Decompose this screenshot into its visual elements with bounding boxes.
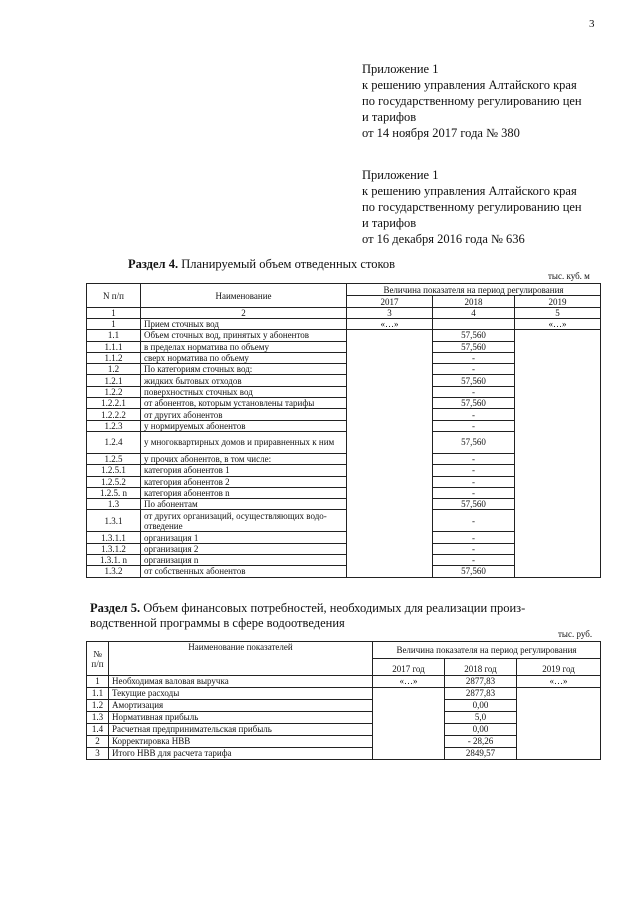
- col-header-2017: 2017: [347, 296, 433, 308]
- table-row: [87, 487, 601, 498]
- table-row: [87, 465, 601, 476]
- table-row: [87, 330, 601, 341]
- row-number: 1.2.5.1: [87, 465, 141, 476]
- table-row: [87, 398, 601, 409]
- row-name: По категориям сточных вод:: [141, 364, 347, 375]
- row-name: Текущие расходы: [109, 688, 373, 700]
- section4-label: Раздел 4.: [128, 257, 179, 271]
- value-2019: [515, 341, 601, 352]
- table-row: [87, 375, 601, 386]
- table-row: [87, 712, 601, 724]
- value-2019: «…»: [515, 319, 601, 330]
- table-row: [87, 352, 601, 363]
- value-2019: [515, 499, 601, 510]
- table-row: [87, 499, 601, 510]
- section5-unit: тыс. руб.: [558, 629, 593, 639]
- value-2017: [347, 453, 433, 464]
- col-header-name: Наименование: [141, 284, 347, 308]
- value-2018: 5,0: [445, 712, 517, 724]
- value-2017: [347, 398, 433, 409]
- value-2019: [517, 688, 601, 700]
- value-2018: [433, 319, 515, 330]
- row-number: 1.2.5: [87, 453, 141, 464]
- appendix-current-line3: по государственному регулированию цен: [362, 94, 582, 108]
- appendix-previous-title: Приложение 1: [362, 168, 439, 182]
- row-name: Итого НВВ для расчета тарифа: [109, 748, 373, 760]
- table-row: [87, 420, 601, 431]
- section5-title-line1: Объем финансовых потребностей, необходимых для реализации произ-: [143, 601, 526, 615]
- row-name: Объем сточных вод, принятых у абонентов: [141, 330, 347, 341]
- value-2017: [347, 543, 433, 554]
- value-2017: «…»: [347, 319, 433, 330]
- row-name: категория абонентов n: [141, 487, 347, 498]
- value-2019: [515, 465, 601, 476]
- table-row: [87, 543, 601, 554]
- value-2018: 2877,83: [445, 688, 517, 700]
- value-2018: - 28,26: [445, 736, 517, 748]
- col-header-2019: 2019: [515, 296, 601, 308]
- value-2019: [517, 748, 601, 760]
- index-cell: 4: [433, 308, 515, 319]
- row-name: Необходимая валовая выручка: [109, 676, 373, 688]
- row-name: Прием сточных вод: [141, 319, 347, 330]
- row-number: 1.1: [87, 330, 141, 341]
- value-2017: [347, 566, 433, 577]
- row-number: 1.3.1.1: [87, 532, 141, 543]
- value-2019: [515, 398, 601, 409]
- appendix-current-block: [362, 61, 582, 141]
- value-2017: [347, 330, 433, 341]
- col-header-num: № п/п: [87, 642, 109, 676]
- value-2018: -: [433, 453, 515, 464]
- section4-table: [86, 283, 601, 578]
- page-number: 3: [589, 18, 595, 30]
- value-2018: -: [433, 543, 515, 554]
- row-name: от других абонентов: [141, 409, 347, 420]
- table-row: [87, 688, 601, 700]
- value-2019: [515, 532, 601, 543]
- value-2018: -: [433, 409, 515, 420]
- row-name: у нормируемых абонентов: [141, 420, 347, 431]
- value-2018: -: [433, 510, 515, 532]
- row-number: 1.3.1. n: [87, 555, 141, 566]
- value-2019: [515, 375, 601, 386]
- col-header-2018: 2018 год: [445, 659, 517, 676]
- value-2017: [347, 476, 433, 487]
- value-2017: «…»: [373, 676, 445, 688]
- row-number: 1: [87, 319, 141, 330]
- row-number: 1.2.5. n: [87, 487, 141, 498]
- value-2018: -: [433, 555, 515, 566]
- value-2019: [515, 431, 601, 453]
- section4-unit: тыс. куб. м: [548, 271, 590, 281]
- value-2019: [517, 712, 601, 724]
- value-2018: 57,560: [433, 341, 515, 352]
- appendix-current-line2: к решению управления Алтайского края: [362, 78, 577, 92]
- row-name: категория абонентов 2: [141, 476, 347, 487]
- appendix-previous-line2: к решению управления Алтайского края: [362, 184, 577, 198]
- section5-title: [90, 601, 600, 631]
- value-2017: [347, 364, 433, 375]
- row-number: 1.2: [87, 364, 141, 375]
- value-2017: [347, 431, 433, 453]
- value-2019: [515, 409, 601, 420]
- row-name: от абонентов, которым установлены тарифы: [141, 398, 347, 409]
- value-2018: -: [433, 532, 515, 543]
- value-2018: -: [433, 364, 515, 375]
- value-2019: [515, 330, 601, 341]
- value-2018: 57,560: [433, 330, 515, 341]
- table-row: [87, 409, 601, 420]
- value-2018: -: [433, 420, 515, 431]
- value-2019: [517, 700, 601, 712]
- value-2019: [517, 736, 601, 748]
- value-2019: [515, 543, 601, 554]
- table-row: [87, 431, 601, 453]
- value-2018: 57,560: [433, 499, 515, 510]
- appendix-previous-line4: и тарифов: [362, 216, 417, 230]
- table-row: [87, 724, 601, 736]
- row-number: 1.2.2: [87, 386, 141, 397]
- row-name: По абонентам: [141, 499, 347, 510]
- row-number: 2: [87, 736, 109, 748]
- row-name: организация 2: [141, 543, 347, 554]
- appendix-current-title: Приложение 1: [362, 62, 439, 76]
- value-2017: [347, 352, 433, 363]
- row-number: 1.1: [87, 688, 109, 700]
- table-row: [87, 555, 601, 566]
- row-number: 1.2.2.1: [87, 398, 141, 409]
- value-2017: [347, 386, 433, 397]
- appendix-previous-block: [362, 167, 582, 247]
- value-2018: -: [433, 487, 515, 498]
- row-name: категория абонентов 1: [141, 465, 347, 476]
- value-2019: [515, 453, 601, 464]
- value-2017: [347, 465, 433, 476]
- index-cell: 1: [87, 308, 141, 319]
- value-2017: [373, 724, 445, 736]
- row-name: Нормативная прибыль: [109, 712, 373, 724]
- value-2017: [373, 736, 445, 748]
- row-name: организация 1: [141, 532, 347, 543]
- row-number: 1.2.1: [87, 375, 141, 386]
- table-row: [87, 510, 601, 532]
- index-cell: 2: [141, 308, 347, 319]
- value-2018: -: [433, 352, 515, 363]
- table-row: [87, 341, 601, 352]
- row-number: 1.3: [87, 712, 109, 724]
- row-number: 3: [87, 748, 109, 760]
- value-2018: -: [433, 465, 515, 476]
- appendix-previous-line3: по государственному регулированию цен: [362, 200, 582, 214]
- col-header-num: N п/п: [87, 284, 141, 308]
- value-2018: 2877,83: [445, 676, 517, 688]
- section4-title: [128, 257, 395, 272]
- table-row: [87, 476, 601, 487]
- row-number: 1.3.1: [87, 510, 141, 532]
- value-2017: [347, 487, 433, 498]
- row-name: у многоквартирных домов и приравненных к ним: [141, 431, 347, 453]
- col-header-2018: 2018: [433, 296, 515, 308]
- value-2017: [347, 555, 433, 566]
- value-2019: [515, 566, 601, 577]
- row-number: 1.2: [87, 700, 109, 712]
- value-2018: 57,560: [433, 398, 515, 409]
- value-2017: [347, 375, 433, 386]
- value-2018: -: [433, 386, 515, 397]
- col-header-2019: 2019 год: [517, 659, 601, 676]
- appendix-previous-date: от 16 декабря 2016 года № 636: [362, 232, 525, 246]
- row-name: Амортизация: [109, 700, 373, 712]
- appendix-current-line4: и тарифов: [362, 110, 417, 124]
- col-header-2017: 2017 год: [373, 659, 445, 676]
- index-cell: 5: [515, 308, 601, 319]
- table-row: [87, 736, 601, 748]
- col-header-period: Величина показателя на период регулирования: [347, 284, 601, 296]
- value-2019: [515, 386, 601, 397]
- value-2017: [347, 341, 433, 352]
- col-header-name: Наименование показателей: [109, 642, 373, 676]
- value-2017: [373, 712, 445, 724]
- table-row: [87, 364, 601, 375]
- section5-title-line2: водственной программы в сфере водоотведения: [90, 616, 345, 630]
- value-2018: 2849,57: [445, 748, 517, 760]
- value-2017: [373, 688, 445, 700]
- value-2019: [515, 476, 601, 487]
- row-name: Расчетная предпринимательская прибыль: [109, 724, 373, 736]
- row-name: жидких бытовых отходов: [141, 375, 347, 386]
- row-name: Корректировка НВВ: [109, 736, 373, 748]
- value-2017: [347, 420, 433, 431]
- value-2019: [515, 555, 601, 566]
- row-name: от других организаций, осуществляющих водо-отведение: [141, 510, 347, 532]
- value-2017: [373, 748, 445, 760]
- value-2019: [515, 352, 601, 363]
- row-name: от собственных абонентов: [141, 566, 347, 577]
- table-row: [87, 453, 601, 464]
- row-number: 1.2.3: [87, 420, 141, 431]
- value-2018: 0,00: [445, 724, 517, 736]
- row-name: у прочих абонентов, в том числе:: [141, 453, 347, 464]
- row-number: 1.1.2: [87, 352, 141, 363]
- table-row: [87, 700, 601, 712]
- row-name: сверх норматива по объему: [141, 352, 347, 363]
- value-2018: 0,00: [445, 700, 517, 712]
- row-number: 1.3.2: [87, 566, 141, 577]
- section5-label: Раздел 5.: [90, 601, 141, 615]
- row-number: 1.2.2.2: [87, 409, 141, 420]
- value-2018: 57,560: [433, 566, 515, 577]
- value-2019: [515, 510, 601, 532]
- value-2017: [347, 532, 433, 543]
- row-number: 1.1.1: [87, 341, 141, 352]
- row-number: 1.4: [87, 724, 109, 736]
- table-row: [87, 532, 601, 543]
- row-number: 1.2.4: [87, 431, 141, 453]
- value-2018: 57,560: [433, 431, 515, 453]
- table-row: [87, 566, 601, 577]
- value-2019: [515, 364, 601, 375]
- value-2019: [515, 420, 601, 431]
- value-2017: [347, 499, 433, 510]
- value-2017: [347, 409, 433, 420]
- row-number: 1.3: [87, 499, 141, 510]
- section5-table: [86, 641, 601, 760]
- row-number: 1.3.1.2: [87, 543, 141, 554]
- section4-title-text: Планируемый объем отведенных стоков: [181, 257, 396, 271]
- col-header-period: Величина показателя на период регулирования: [373, 642, 601, 659]
- value-2018: 57,560: [433, 375, 515, 386]
- row-name: организация n: [141, 555, 347, 566]
- value-2017: [373, 700, 445, 712]
- table-row: [87, 748, 601, 760]
- row-name: в пределах норматива по объему: [141, 341, 347, 352]
- row-number: 1.2.5.2: [87, 476, 141, 487]
- row-number: 1: [87, 676, 109, 688]
- value-2019: [515, 487, 601, 498]
- appendix-current-date: от 14 ноября 2017 года № 380: [362, 126, 520, 140]
- value-2017: [347, 510, 433, 532]
- table-row: [87, 676, 601, 688]
- value-2018: -: [433, 476, 515, 487]
- table-row: [87, 319, 601, 330]
- value-2019: [517, 724, 601, 736]
- table-row: [87, 386, 601, 397]
- index-cell: 3: [347, 308, 433, 319]
- value-2019: «…»: [517, 676, 601, 688]
- row-name: поверхностных сточных вод: [141, 386, 347, 397]
